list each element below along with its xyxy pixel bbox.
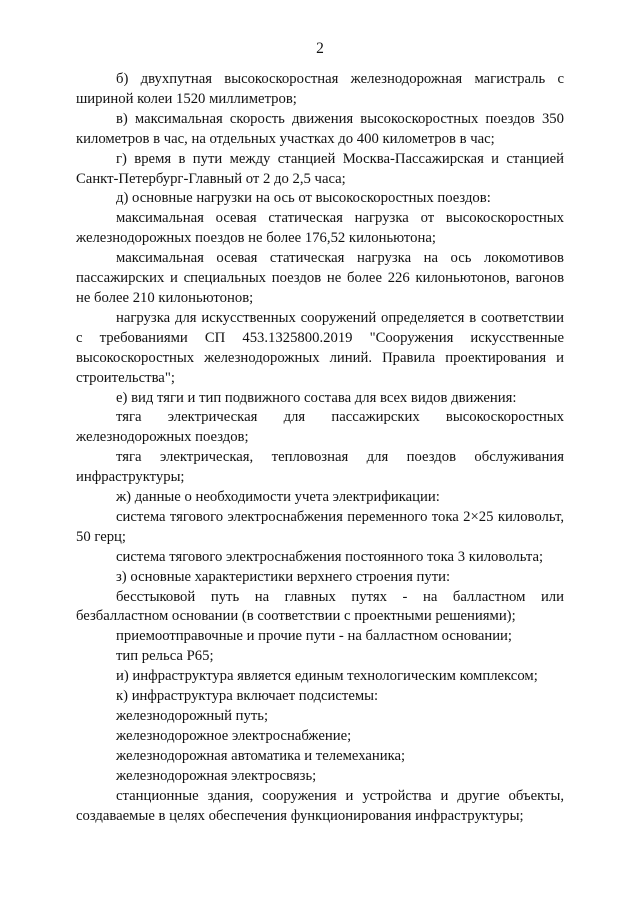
- paragraph-b: б) двухпутная высокоскоростная железнодорожная магистраль с шириной колеи 1520 миллиметров;: [76, 71, 564, 107]
- paragraph-d: д) основные нагрузки на ось от высокоскоростных поездов:: [116, 190, 491, 207]
- paragraph-k: к) инфраструктура включает подсистемы:: [116, 688, 379, 705]
- paragraph-i: и) инфраструктура является единым технологическим комплексом;: [116, 668, 538, 685]
- paragraph-e: е) вид тяги и тип подвижного состава для всех видов движения:: [116, 389, 517, 406]
- paragraph-g: г) время в пути между станцией Москва-Пассажирская и станцией Санкт-Петербург-Главный от 2 до 2,5 часа;: [76, 150, 564, 187]
- paragraph-d-item-3: нагрузка для искусственных сооружений определяется в соответствии с требованиями СП 453.1325800.2019 "Сооружения искусственные высокоскоростных железнодорожных линий. Правила проектирования и строительства";: [76, 309, 564, 386]
- paragraph-e-item-1: тяга электрическая для пассажирских высокоскоростных железнодорожных поездов;: [76, 409, 564, 446]
- paragraph-zh-item-2: система тягового электроснабжения постоянного тока 3 киловольта;: [116, 548, 544, 565]
- paragraph-v: в) максимальная скорость движения высокоскоростных поездов 350 километров в час, на отдельных участках до 400 километров в час;: [76, 110, 564, 147]
- page-number: 2: [316, 40, 324, 57]
- paragraph-zh: ж) данные о необходимости учета электрификации:: [116, 489, 440, 506]
- paragraph-k-item-1: железнодорожный путь;: [116, 708, 269, 724]
- paragraph-d-item-2: максимальная осевая статическая нагрузка на ось локомотивов пассажирских и специальных поездов не более 226 килоньютонов, вагонов не более 210 килоньютонов;: [76, 250, 564, 306]
- paragraph-k-item-4: железнодорожная электросвязь;: [116, 767, 317, 784]
- paragraph-z-item-1: бесстыковой путь на главных путях - на балластном или безбалластном основании (в соответствии с проектными решениями);: [76, 588, 564, 625]
- paragraph-z: з) основные характеристики верхнего строения пути:: [116, 568, 451, 585]
- document-body: [76, 70, 564, 826]
- paragraph-k-item-2: железнодорожное электроснабжение;: [116, 727, 352, 744]
- paragraph-zh-item-1: система тягового электроснабжения переменного тока 2×25 киловольт, 50 герц;: [76, 508, 564, 545]
- paragraph-d-item-1: максимальная осевая статическая нагрузка от высокоскоростных железнодорожных поездов не более 176,52 килоньютона;: [76, 210, 564, 247]
- paragraph-e-item-2: тяга электрическая, тепловозная для поездов обслуживания инфраструктуры;: [76, 449, 564, 486]
- paragraph-k-item-5: станционные здания, сооружения и устройства и другие объекты, создаваемые в целях обеспечения функционирования инфраструктуры;: [76, 787, 564, 824]
- paragraph-k-item-3: железнодорожная автоматика и телемеханика;: [116, 747, 406, 764]
- paragraph-z-item-2: приемоотправочные и прочие пути - на балластном основании;: [116, 628, 513, 645]
- paragraph-z-item-3: тип рельса Р65;: [116, 648, 214, 665]
